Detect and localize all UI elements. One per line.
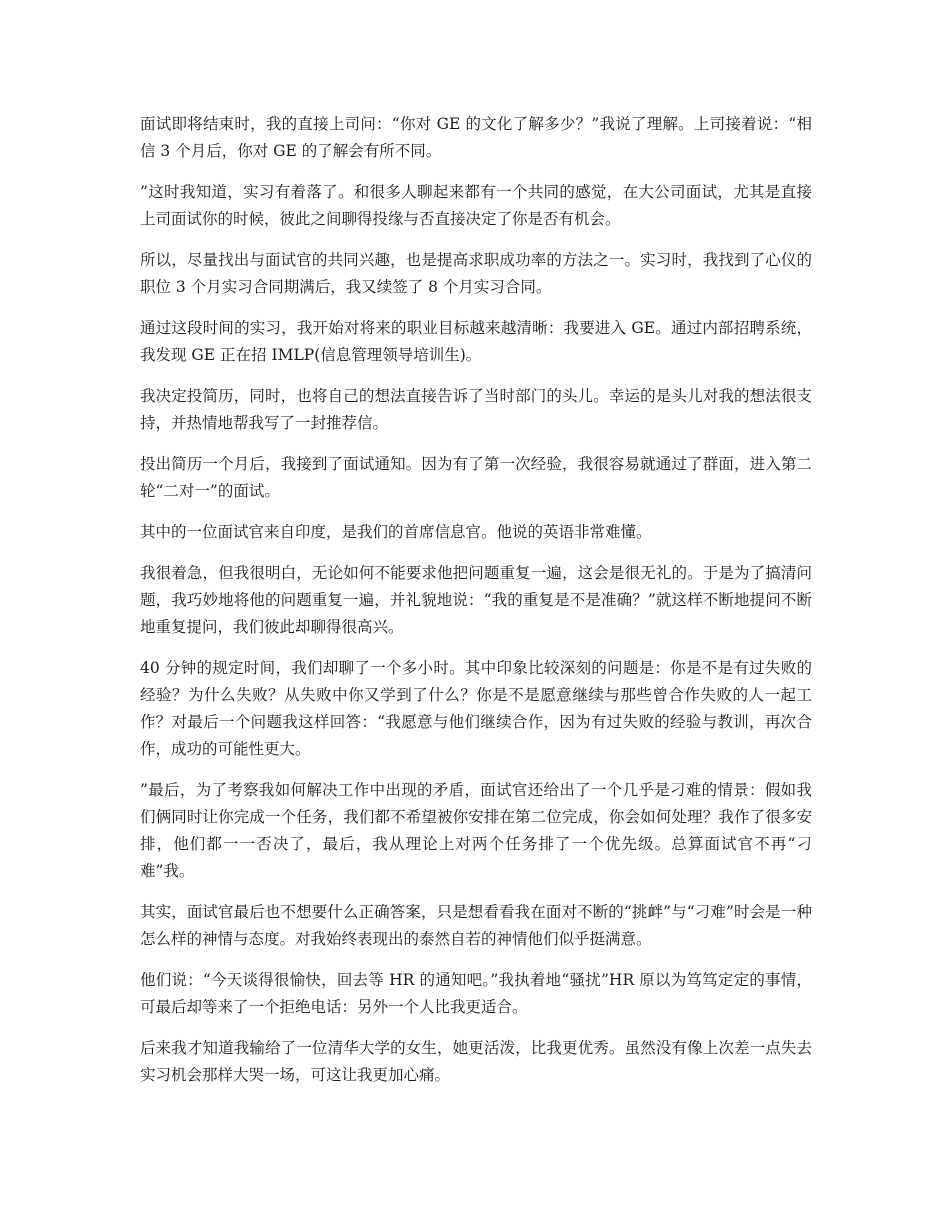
paragraph: 他们说：“今天谈得很愉快，回去等 HR 的通知吧。”我执着地“骚扰”HR 原以为笃笃定定的事情，可最后却等来了一个拒绝电话：另外一个人比我更适合。 [140, 971, 812, 1016]
paragraph: 40 分钟的规定时间，我们却聊了一个多小时。其中印象比较深刻的问题是：你是不是有过失败的经验？为什么失败？从失败中你又学到了什么？你是不是愿意继续与那些曾合作失败的人一起工作？对最后一个问题我这样回答：“我愿意与他们继续合作，因为有过失败的经验与教训，再次合作，成功的可能性更大。 [140, 659, 812, 758]
paragraph: ”最后，为了考察我如何解决工作中出现的矛盾，面试官还给出了一个几乎是刁难的情景：假如我们俩同时让你完成一个任务，我们都不希望被你安排在第二位完成，你会如何处理？我作了很多安排，他们都一一否决了，最后，我从理论上对两个任务排了一个优先级。总算面试官不再“刁难”我。 [140, 781, 812, 880]
paragraph: 其实，面试官最后也不想要什么正确答案，只是想看看我在面对不断的“挑衅”与“刁难”时会是一种怎么样的神情与态度。对我始终表现出的泰然自若的神情他们似乎挺满意。 [140, 903, 812, 948]
paragraph: 通过这段时间的实习，我开始对将来的职业目标越来越清晰：我要进入 GE。通过内部招聘系统，我发现 GE 正在招 IMLP(信息管理领导培训生)。 [140, 319, 812, 364]
paragraph: 所以，尽量找出与面试官的共同兴趣，也是提高求职成功率的方法之一。实习时，我找到了心仪的职位 3 个月实习合同期满后，我又续签了 8 个月实习合同。 [140, 251, 812, 296]
paragraph: 后来我才知道我输给了一位清华大学的女生，她更活泼，比我更优秀。虽然没有像上次差一点失去实习机会那样大哭一场，可这让我更加心痛。 [140, 1039, 812, 1084]
paragraph: 我很着急，但我很明白，无论如何不能要求他把问题重复一遍，这会是很无礼的。于是为了搞清问题，我巧妙地将他的问题重复一遍，并礼貌地说：“我的重复是不是准确？”就这样不断地提问不断地重复提问，我们彼此却聊得很高兴。 [140, 564, 812, 636]
paragraph: 我决定投简历，同时，也将自己的想法直接告诉了当时部门的头儿。幸运的是头儿对我的想法很支持，并热情地帮我写了一封推荐信。 [140, 387, 812, 432]
article-body [140, 111, 812, 1103]
paragraph: 投出简历一个月后，我接到了面试通知。因为有了第一次经验，我很容易就通过了群面，进入第二轮“二对一”的面试。 [140, 455, 812, 500]
paragraph: ”这时我知道，实习有着落了。和很多人聊起来都有一个共同的感觉，在大公司面试，尤其是直接上司面试你的时候，彼此之间聊得投缘与否直接决定了你是否有机会。 [140, 183, 812, 228]
paragraph: 其中的一位面试官来自印度，是我们的首席信息官。他说的英语非常难懂。 [140, 523, 652, 541]
paragraph: 面试即将结束时，我的直接上司问：“你对 GE 的文化了解多少？”我说了理解。上司接着说：“相信 3 个月后，你对 GE 的了解会有所不同。 [140, 115, 812, 160]
